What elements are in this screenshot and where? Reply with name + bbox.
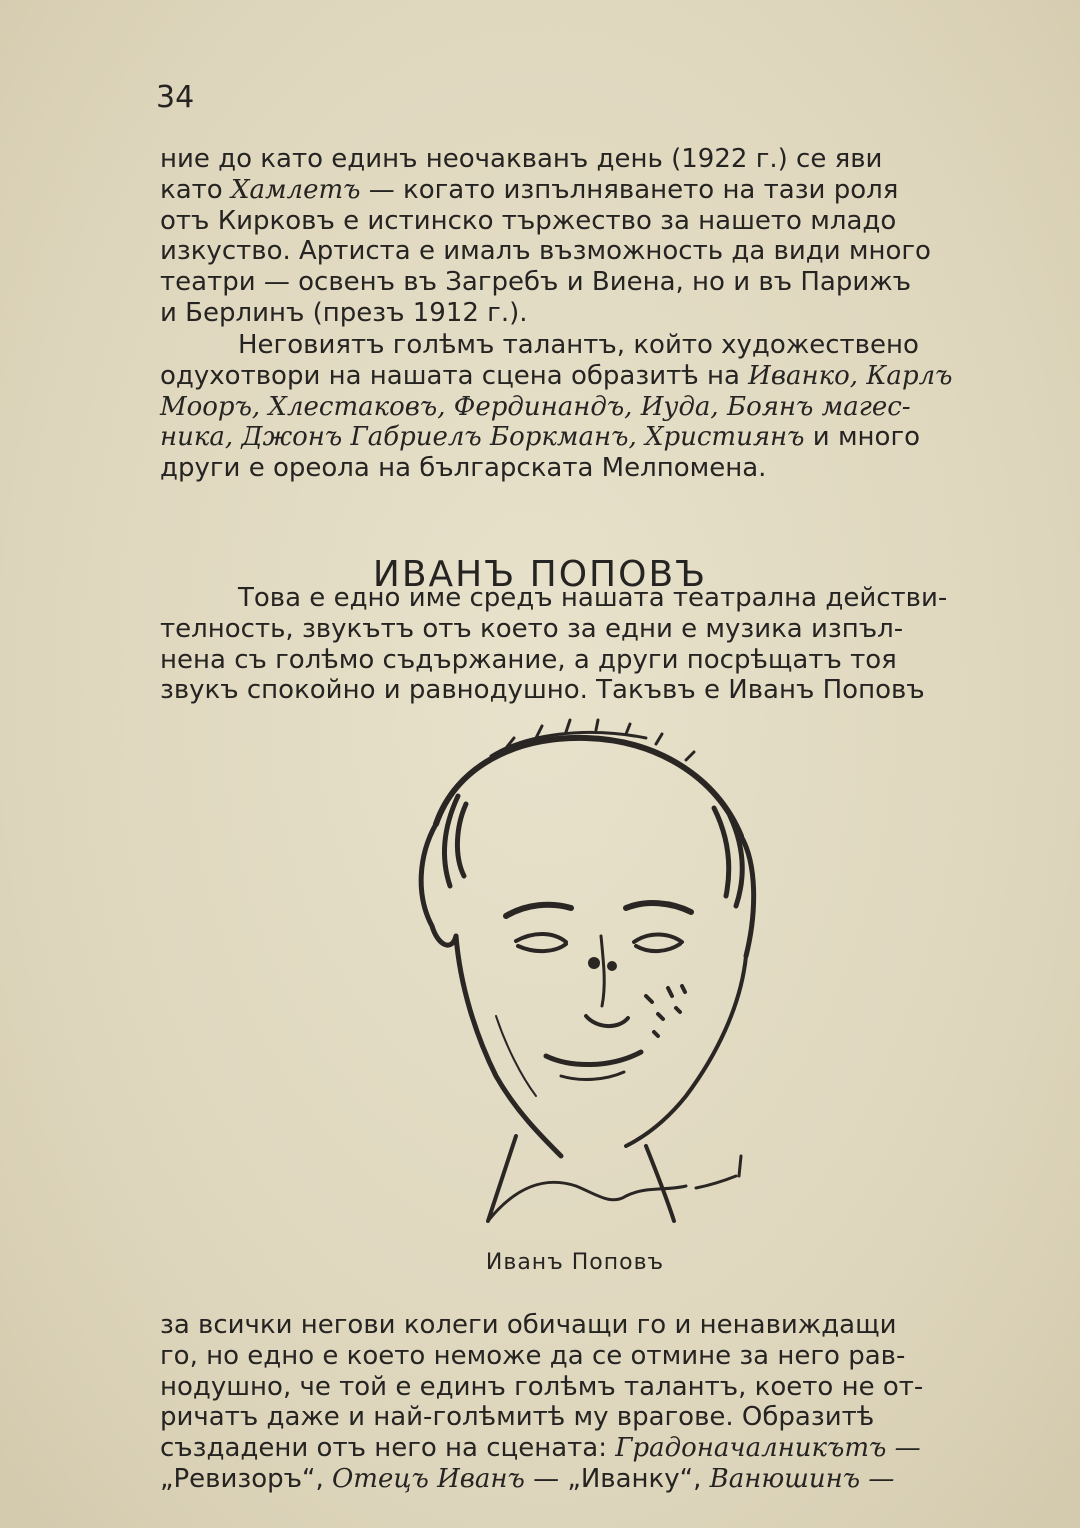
text-line xyxy=(160,675,976,706)
text-line-content: ние до като единъ неочакванъ день (1922 г.) се яви xyxy=(160,144,883,174)
text-line xyxy=(160,298,976,329)
text-line-content: нена съ голѣмо съдържание, а други посрѣщатъ тоя xyxy=(160,644,897,675)
text-line xyxy=(160,453,976,484)
text-line xyxy=(160,1372,990,1403)
text-line-content: Това е едно име средъ нашата театрална действи- xyxy=(238,583,948,613)
text-line-content: и Берлинъ (презъ 1912 г.). xyxy=(160,297,528,328)
text-line-content: „Ревизоръ“, xyxy=(160,1463,332,1494)
text-line-content: създадени отъ него на сцената: xyxy=(160,1433,616,1464)
text-line xyxy=(160,206,976,237)
italic-role-names: Мооръ, Хлестаковъ, Фердинандъ, Иуда, Боянъ магес- xyxy=(160,391,911,422)
paragraph-popov-intro xyxy=(160,583,976,706)
section-heading: ИВАНЪ ПОПОВЪ xyxy=(372,553,708,595)
text-line-content: като xyxy=(160,174,231,205)
text-line-content: изкуство. Артиста е ималъ възможность да види много xyxy=(160,236,931,267)
text-line xyxy=(160,361,976,392)
italic-role-name: Хамлетъ xyxy=(230,174,361,205)
text-line-content: нодушно, че той е единъ голѣмъ талантъ, което не от- xyxy=(160,1371,924,1402)
text-line xyxy=(160,422,976,453)
text-line-content: ричатъ даже и най-голѣмитѣ му врагове. Образитѣ xyxy=(160,1402,875,1433)
text-line-content: за всички негови колеги обичащи го и ненавиждащи xyxy=(160,1310,897,1340)
text-line xyxy=(160,1402,990,1433)
text-line xyxy=(160,330,976,361)
text-line xyxy=(160,614,976,645)
text-line-content: го, но едно е което неможе да се отмине за него рав- xyxy=(160,1340,906,1371)
text-line xyxy=(160,175,976,206)
text-line xyxy=(160,267,976,298)
italic-role-name: Отецъ Иванъ xyxy=(331,1463,525,1494)
text-line xyxy=(160,1433,990,1464)
page-number: 34 xyxy=(156,80,195,115)
paragraph-popov-roles xyxy=(160,1310,990,1495)
text-line-content: — когато изпълняването на тази роля xyxy=(360,174,899,205)
paragraph-kirkov-career xyxy=(160,144,976,329)
text-line-content: други е ореола на българската Мелпомена. xyxy=(160,453,767,484)
text-line xyxy=(160,1464,990,1495)
portrait-caption: Иванъ Поповъ xyxy=(485,1250,665,1275)
text-line-content: одухотвори на нашата сцена образитѣ на xyxy=(160,360,749,391)
text-line xyxy=(160,1341,990,1372)
text-line-content: и много xyxy=(804,422,921,453)
text-line-content: — „Иванку“, xyxy=(524,1463,710,1494)
text-line xyxy=(160,392,976,423)
text-line-content: телность, звукътъ отъ което за едни е музика изпъл- xyxy=(160,613,904,644)
italic-role-names: ника, Джонъ Габриелъ Боркманъ, Християнъ xyxy=(160,422,805,453)
portrait-illustration xyxy=(396,716,766,1236)
italic-role-name: Ванюшинъ — xyxy=(709,1463,895,1494)
text-line xyxy=(160,144,976,175)
italic-role-names: Иванко, Карлъ xyxy=(748,360,953,391)
italic-role-name: Градоначалникътъ — xyxy=(615,1433,921,1464)
text-line-content: звукъ спокойно и равнодушно. Такъвъ е Иванъ Поповъ xyxy=(160,675,925,706)
text-line-content: театри — освенъ въ Загребъ и Виена, но и въ Парижъ xyxy=(160,267,912,298)
paragraph-kirkov-roles xyxy=(160,330,976,484)
text-line xyxy=(160,645,976,676)
text-line xyxy=(160,236,976,267)
text-line xyxy=(160,1310,990,1341)
text-line-content: отъ Кирковъ е истинско тържество за нашето младо xyxy=(160,205,897,236)
text-line xyxy=(160,583,976,614)
text-line-content: Неговиятъ голѣмъ талантъ, който художествено xyxy=(238,330,919,360)
